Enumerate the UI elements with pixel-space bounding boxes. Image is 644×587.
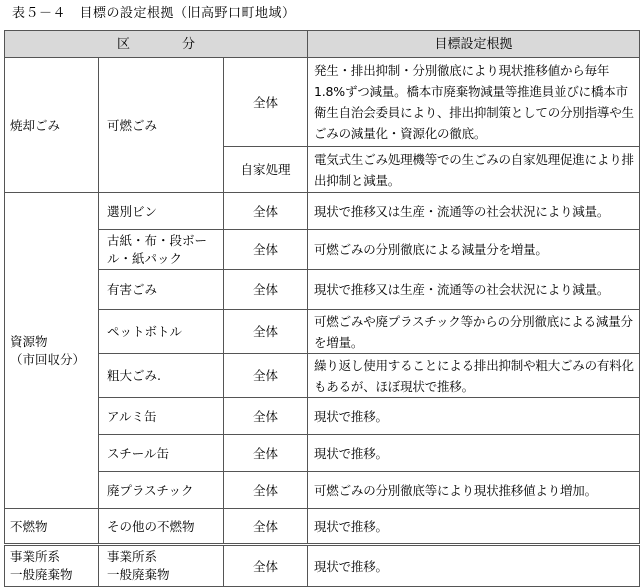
table-row	[5, 545, 640, 587]
scope-cell: 全体	[224, 193, 308, 230]
basis-cell: 可燃ごみの分別徹底による減量分を増量。	[308, 230, 640, 270]
table-row	[5, 509, 640, 545]
table-row	[5, 435, 640, 472]
basis-cell: 繰り返し使用することによる排出抑制や粗大ごみの有料化もあるが、ほぼ現状で推移。	[308, 354, 640, 398]
scope-cell: 全体	[224, 435, 308, 472]
basis-cell: 可燃ごみの分別徹底等により現状推移値より増加。	[308, 472, 640, 509]
category-incineration: 焼却ごみ	[5, 58, 99, 193]
basis-cell: 電気式生ごみ処理機等での生ごみの自家処理促進により排出抑制と減量。	[308, 147, 640, 193]
item-glass-bottles: 選別ビン	[99, 193, 224, 230]
table-row	[5, 230, 640, 270]
item-label-line1: 事業所系	[107, 549, 158, 564]
item-paper-cloth	[99, 230, 224, 270]
scope-cell: 全体	[224, 270, 308, 310]
basis-cell: 可燃ごみや廃プラスチック等からの分別徹底による減量分を増量。	[308, 310, 640, 354]
table-row	[5, 310, 640, 354]
header-row	[5, 31, 640, 58]
item-label-line2: 一般廃棄物	[107, 567, 170, 582]
basis-cell: 現状で推移。	[308, 435, 640, 472]
scope-cell: 全体	[224, 545, 308, 587]
scope-cell: 全体	[224, 472, 308, 509]
item-label-line2: ル・紙パック	[107, 250, 183, 266]
header-basis: 目標設定根拠	[308, 31, 640, 58]
scope-cell: 全体	[224, 58, 308, 147]
item-business-waste	[99, 545, 224, 587]
item-aluminum-cans: アルミ缶	[99, 398, 224, 435]
category-label: 資源物	[10, 333, 48, 349]
table-row	[5, 398, 640, 435]
scope-cell: 全体	[224, 509, 308, 545]
table-row	[5, 58, 640, 147]
table-row	[5, 270, 640, 310]
item-steel-cans: スチール缶	[99, 435, 224, 472]
item-waste-plastic: 廃プラスチック	[99, 472, 224, 509]
item-label-line1: 古紙・布・段ボー	[107, 232, 208, 248]
category-noncombustible: 不燃物	[5, 509, 99, 545]
scope-cell: 全体	[224, 398, 308, 435]
table-caption: 表５－４ 目標の設定根拠（旧高野口町地域）	[12, 6, 296, 21]
category-sublabel: 一般廃棄物	[10, 567, 73, 582]
category-label: 事業所系	[10, 549, 61, 564]
table-row	[5, 472, 640, 509]
basis-cell: 現状で推移。	[308, 398, 640, 435]
category-sublabel: （市回収分）	[10, 351, 86, 367]
table-row	[5, 354, 640, 398]
category-recyclables	[5, 193, 99, 509]
basis-cell: 発生・排出抑制・分別徹底により現状推移値から毎年 1.8%ずつ減量。橋本市廃棄物減量等推進員並びに橋本市衛生自治会委員により、排出抑制策としての分別指導や生ごみの減量化・資源化の徹底。	[308, 58, 640, 147]
basis-cell: 現状で推移。	[308, 509, 640, 545]
item-combustible: 可燃ごみ	[99, 58, 224, 193]
scope-cell: 全体	[224, 310, 308, 354]
scope-cell: 全体	[224, 354, 308, 398]
item-hazardous: 有害ごみ	[99, 270, 224, 310]
basis-cell: 現状で推移又は生産・流通等の社会状況により減量。	[308, 193, 640, 230]
scope-cell: 自家処理	[224, 147, 308, 193]
item-bulky: 粗大ごみ.	[99, 354, 224, 398]
item-pet-bottles: ペットボトル	[99, 310, 224, 354]
scope-cell: 全体	[224, 230, 308, 270]
basis-cell: 現状で推移。	[308, 545, 640, 587]
category-business-waste	[5, 545, 99, 587]
basis-cell: 現状で推移又は生産・流通等の社会状況により減量。	[308, 270, 640, 310]
table-row	[5, 193, 640, 230]
target-basis-table	[4, 30, 640, 587]
item-other-noncombustible: その他の不燃物	[99, 509, 224, 545]
header-category: 区 分	[5, 31, 308, 58]
